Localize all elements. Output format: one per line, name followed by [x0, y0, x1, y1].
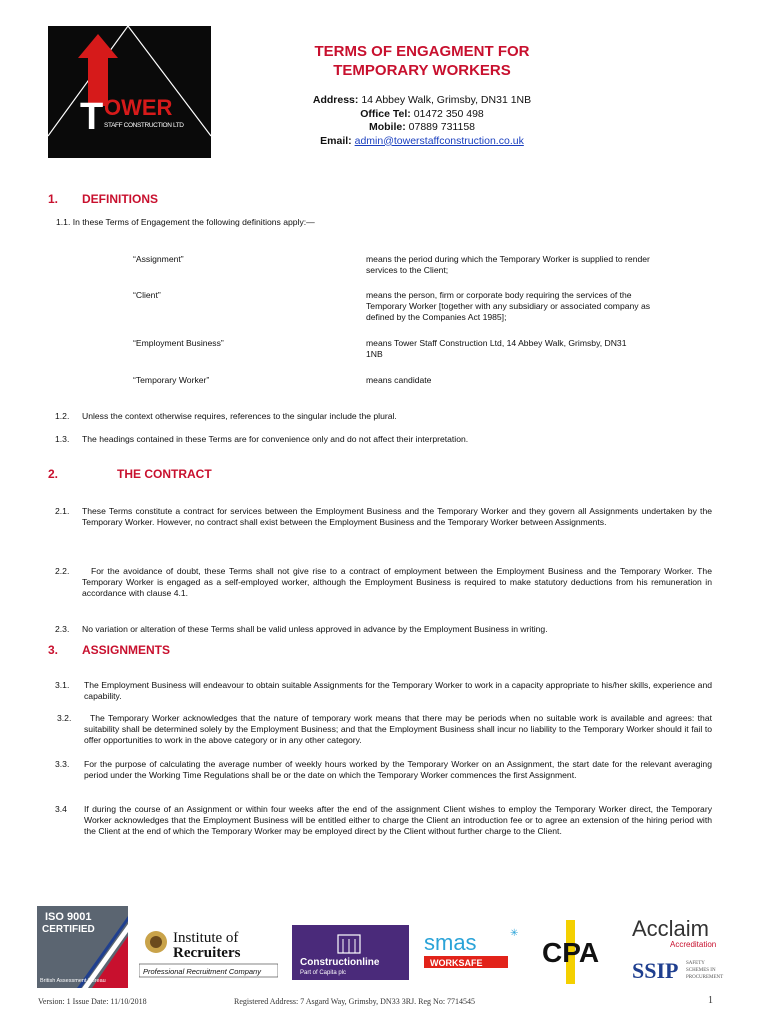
- title-line-1: TERMS OF ENGAGMENT FOR: [314, 43, 530, 60]
- company-logo: [48, 26, 211, 158]
- page-title: [232, 42, 612, 80]
- definition-term: “Employment Business”: [133, 338, 224, 348]
- email-link[interactable]: admin@towerstaffconstruction.co.uk: [354, 134, 524, 147]
- definition-term: “Assignment”: [133, 254, 184, 264]
- svg-text:Acclaim: Acclaim: [632, 916, 710, 941]
- clause-1-3: The headings contained in these Terms are for convenience only and do not affect their interpretation.: [82, 434, 469, 444]
- svg-text:Recruiters: Recruiters: [173, 945, 241, 961]
- logo-subtitle: STAFF CONSTRUCTION LTD: [104, 122, 184, 129]
- clause-2-1-number: 2.1.: [55, 506, 70, 516]
- svg-text:SAFETY: SAFETY: [686, 961, 705, 966]
- title-line-2: TEMPORARY WORKERS: [333, 62, 511, 79]
- definition-term: “Temporary Worker”: [133, 375, 210, 385]
- svg-text:CERTIFIED: CERTIFIED: [42, 924, 95, 935]
- institute-of-recruiters-logo: [139, 922, 278, 978]
- definition-desc: means candidate: [366, 375, 432, 385]
- section-1-title: DEFINITIONS: [82, 192, 159, 206]
- clause-1-3-number: 1.3.: [55, 434, 70, 444]
- svg-text:Constructionline: Constructionline: [300, 957, 380, 968]
- contact-block: [232, 94, 612, 148]
- definition-desc: means Tower Staff Construction Ltd, 14 Abbey Walk, Grimsby, DN31 1NB: [366, 338, 627, 359]
- section-1-number: 1.: [48, 192, 59, 206]
- tel-value: 01472 350 498: [413, 107, 484, 120]
- logo-word: OWER: [104, 95, 173, 120]
- acclaim-ssip-logo: [630, 914, 734, 990]
- svg-text:CPA: CPA: [542, 937, 600, 968]
- clause-2-3: No variation or alteration of these Terms shall be valid unless approved in advance by the Employment Business in writing.: [82, 624, 548, 634]
- clause-1-2-number: 1.2.: [55, 411, 70, 421]
- clause-3-4-number: 3.4: [55, 804, 67, 814]
- clause-3-2: The Temporary Worker acknowledges that the nature of temporary work means that there may be periods when no suitable work is available and agrees: that suitability shall be determined solely by the Employment Business; and that the Employment Business shall incur no liability to the Temporary Worker should it fail to offer opportunities to work in the above category or in any other category.: [84, 713, 712, 746]
- svg-text:Accreditation: Accreditation: [670, 940, 717, 949]
- svg-text:Professional Recruitment Compa: Professional Recruitment Company: [143, 967, 261, 976]
- svg-text:British Assessment Bureau: British Assessment Bureau: [40, 978, 106, 984]
- clause-1-1: 1.1. In these Terms of Engagement the following definitions apply:—: [56, 217, 315, 227]
- clause-2-3-number: 2.3.: [55, 624, 70, 634]
- svg-text:Part of Capita plc: Part of Capita plc: [300, 970, 347, 976]
- email-label: Email:: [320, 134, 352, 147]
- clause-3-3: For the purpose of calculating the average number of weekly hours worked by the Temporary Worker on an Assignment, the start date for the relevant averaging period under the Working Time Regulations shall be or the date on which the Temporary Worker commences the first Assignment.: [84, 759, 712, 781]
- clause-3-2-number: 3.2.: [57, 713, 72, 723]
- logo-letter: T: [80, 96, 104, 138]
- definition-desc: means the person, firm or corporate body requiring the services of the Temporary Worker [together with any subsidiary or associated company as defined by the Companies Act 1985];: [366, 290, 651, 322]
- footer-registered-address: Registered Address: 7 Asgard Way, Grimsby, DN33 3RJ. Reg No: 7714545: [234, 997, 476, 1006]
- address-label: Address:: [312, 94, 359, 106]
- cpa-logo: [540, 918, 618, 986]
- tel-label: Office Tel:: [360, 107, 411, 120]
- definition-term: “Client”: [133, 290, 161, 300]
- svg-text:SSIP: SSIP: [632, 958, 679, 983]
- clause-3-1-number: 3.1.: [55, 680, 70, 690]
- svg-text:✳: ✳: [510, 928, 519, 939]
- page-number: 1: [708, 995, 713, 1006]
- constructionline-logo: [292, 925, 409, 980]
- svg-text:Institute of: Institute of: [173, 930, 239, 946]
- section-2-number: 2.: [48, 467, 59, 481]
- smas-worksafe-logo: [422, 926, 522, 970]
- section-3-title: ASSIGNMENTS: [82, 643, 171, 657]
- address-value: 14 Abbey Walk, Grimsby, DN31 1NB: [361, 94, 532, 106]
- clause-3-3-number: 3.3.: [55, 759, 70, 769]
- mobile-value: 07889 731158: [408, 121, 476, 133]
- clause-2-1: These Terms constitute a contract for services between the Employment Business and the Temporary Worker and they govern all Assignments undertaken by the Temporary Worker. However, no contract shall exist between the Employment Business and the Temporary Worker between Assignments.: [82, 506, 712, 528]
- section-3-number: 3.: [48, 643, 59, 657]
- svg-text:smas: smas: [424, 930, 477, 955]
- section-2-title: THE CONTRACT: [117, 467, 212, 481]
- clause-1-2: Unless the context otherwise requires, references to the singular include the plural.: [82, 411, 397, 421]
- clause-3-1: The Employment Business will endeavour to obtain suitable Assignments for the Temporary Worker to work in a capacity appropriate to his/her skills, experience and capability.: [84, 680, 712, 702]
- clause-3-4: If during the course of an Assignment or within four weeks after the end of the assignment Client wishes to employ the Temporary Worker direct, the Temporary Worker acknowledges that the Employment Business will be entitled either to charge the Client an introduction fee or to agree an extension of the hiring period with the Client at the end of which the Temporary Worker may be employed direct by the Client without further charge to the Client.: [84, 804, 712, 837]
- clause-2-2: For the avoidance of doubt, these Terms shall not give rise to a contract of employment between the Employment Business and the Temporary Worker. The Temporary Worker is engaged as a self-employed worker, although the Employment Business is required to make statutory deductions from his remuneration in accordance with clause 4.1.: [82, 566, 712, 599]
- svg-text:SCHEMES IN: SCHEMES IN: [686, 968, 716, 973]
- iso-9001-logo: [37, 906, 128, 988]
- definition-desc: means the period during which the Temporary Worker is supplied to render services to the Client;: [366, 254, 650, 275]
- svg-text:PROCUREMENT: PROCUREMENT: [686, 975, 724, 980]
- clause-2-2-number: 2.2.: [55, 566, 70, 576]
- footer-version: Version: 1 Issue Date: 11/10/2018: [38, 997, 147, 1006]
- svg-text:WORKSAFE: WORKSAFE: [430, 958, 483, 968]
- mobile-label: Mobile:: [368, 121, 406, 133]
- svg-text:ISO 9001: ISO 9001: [45, 911, 92, 923]
